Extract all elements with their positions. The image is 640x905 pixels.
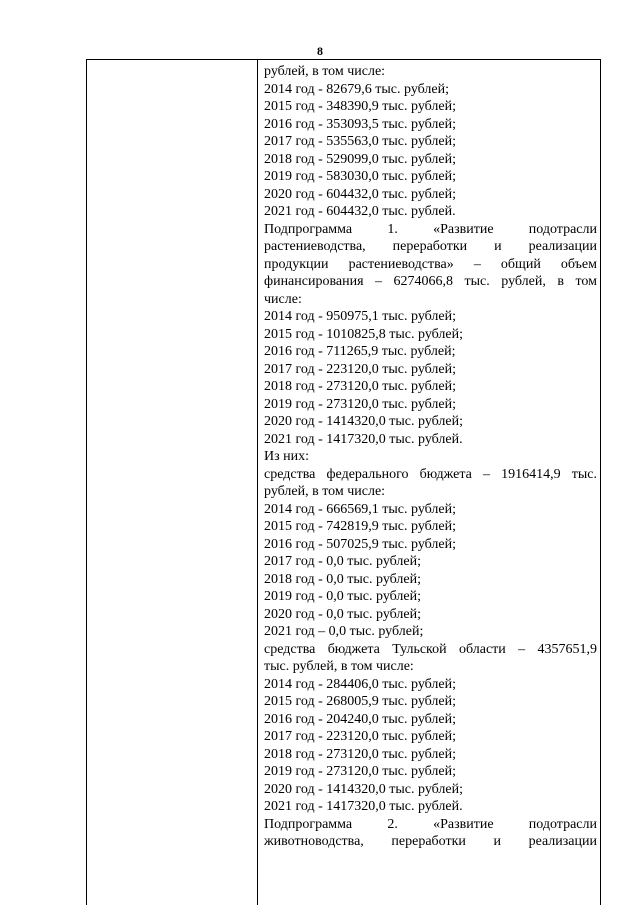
text-line: Из них: [264,449,310,464]
text-line: 2016 год - 711265,9 тыс. рублей; [264,344,456,359]
text-line: 2017 год - 223120,0 тыс. рублей; [264,361,457,377]
text-line: животноводства, переработки и реализации [264,834,597,849]
text-line: Подпрограмма 2. «Развитие подотрасли [264,816,597,832]
text-line: 2020 год - 0,0 тыс. рублей; [264,606,422,622]
text-line: растениеводства, переработки и реализации [264,239,597,254]
text-line: числе: [264,291,302,307]
text-line: 2016 год - 507025,9 тыс. рублей; [264,536,457,552]
funding-text-cell [264,63,597,851]
text-line: 2014 год - 666569,1 тыс. рублей; [264,501,457,517]
text-line: 2016 год - 204240,0 тыс. рублей; [264,711,457,727]
text-line: 2018 год - 273120,0 тыс. рублей; [264,746,457,762]
text-line: 2014 год - 82679,6 тыс. рублей; [264,81,450,97]
column-divider [257,60,258,905]
text-line: тыс. рублей, в том числе: [264,659,414,674]
text-line: 2016 год - 353093,5 тыс. рублей; [264,116,457,132]
text-line: 2019 год - 0,0 тыс. рублей; [264,589,422,604]
text-line: 2018 год - 273120,0 тыс. рублей; [264,379,457,394]
text-line: продукции растениеводства» – общий объем [264,256,597,272]
text-line: финансирования – 6274066,8 тыс. рублей, в том [264,274,597,289]
text-line: 2019 год - 273120,0 тыс. рублей; [264,396,457,412]
text-line: средства бюджета Тульской области – 4357651,9 [264,641,597,657]
text-line: средства федерального бюджета – 1916414,9 тыс. [264,466,597,482]
text-line: 2020 год - 604432,0 тыс. рублей; [264,186,457,202]
text-line: 2014 год - 950975,1 тыс. рублей; [264,309,457,324]
text-line: 2015 год - 742819,9 тыс. рублей; [264,519,457,534]
text-line: 2019 год - 273120,0 тыс. рублей; [264,764,457,779]
text-line: рублей, в том числе: [264,484,386,499]
text-line: 2015 год - 268005,9 тыс. рублей; [264,694,457,709]
text-line: 2017 год - 0,0 тыс. рублей; [264,554,422,569]
text-line: 2020 год - 1414320,0 тыс. рублей; [264,781,464,797]
text-line: 2018 год - 529099,0 тыс. рублей; [264,151,457,167]
page-number: 8 [317,44,323,58]
text-line: 2021 год - 604432,0 тыс. рублей. [264,204,456,219]
text-line: 2017 год - 223120,0 тыс. рублей; [264,729,457,744]
text-line: 2021 год - 1417320,0 тыс. рублей. [264,431,463,447]
document-table [86,59,601,905]
text-line: 2020 год - 1414320,0 тыс. рублей; [264,414,464,429]
text-line: Подпрограмма 1. «Развитие подотрасли [264,221,597,237]
text-line: 2021 год - 1417320,0 тыс. рублей. [264,799,463,814]
text-line: 2015 год - 348390,9 тыс. рублей; [264,99,457,114]
text-line: 2014 год - 284406,0 тыс. рублей; [264,676,457,692]
text-line: 2021 год – 0,0 тыс. рублей; [264,624,424,639]
text-line: рублей, в том числе: [264,64,386,79]
text-line: 2015 год - 1010825,8 тыс. рублей; [264,326,464,342]
text-line: 2019 год - 583030,0 тыс. рублей; [264,169,457,184]
text-line: 2017 год - 535563,0 тыс. рублей; [264,134,457,149]
text-line: 2018 год - 0,0 тыс. рублей; [264,571,422,587]
